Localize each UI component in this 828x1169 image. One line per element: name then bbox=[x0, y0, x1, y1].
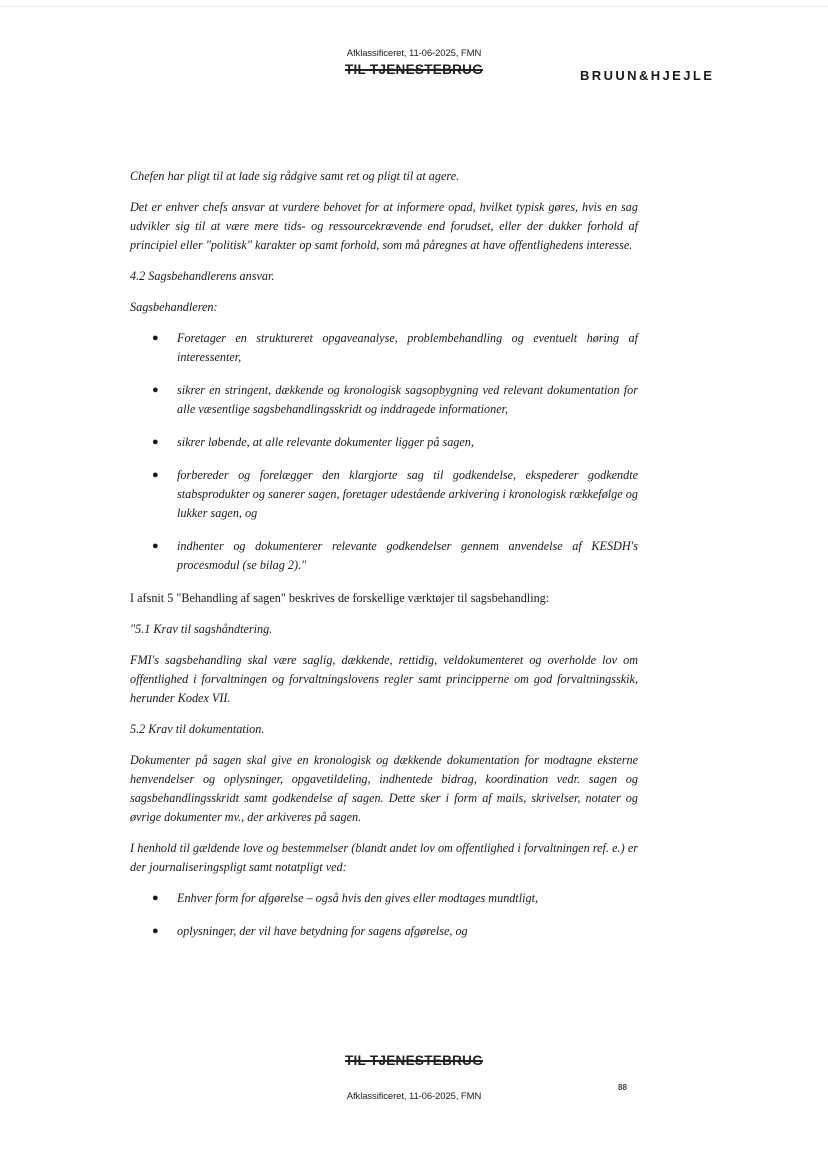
paragraph: I afsnit 5 "Behandling af sagen" beskrives de forskellige værktøjer til sagsbehandling: bbox=[130, 591, 550, 605]
bullet-icon: ● bbox=[152, 469, 159, 481]
list-item: ● indhenter og dokumenterer relevante godkendelser gennem anvendelse af KESDH's procesmodul (se bilag 2)." bbox=[152, 539, 638, 572]
bullet-icon: ● bbox=[152, 892, 159, 904]
list-item: ● Foretager en struktureret opgaveanalyse, problembehandling og eventuelt høring af interessenter, bbox=[152, 331, 638, 364]
section-heading: "5.1 Krav til sagshåndtering. bbox=[130, 622, 273, 636]
list-item: ● Enhver form for afgørelse – også hvis den gives eller modtages mundtligt, bbox=[130, 889, 638, 908]
section-heading: 4.2 Sagsbehandlerens ansvar. bbox=[130, 269, 275, 283]
list-item: ● forbereder og forelægger den klargjorte sag til godkendelse, ekspederer godkendte stabsprodukter og sanerer sagen, foretager udestående arkivering i kronologisk rækkefølge og lukker sagen, og bbox=[152, 468, 638, 520]
scan-edge-line bbox=[0, 6, 828, 7]
list-item: ● sikrer en stringent, dækkende og kronologisk sagsopbygning ved relevant dokumentation for alle væsentlige sagsbehandlingsskridt og inddragede informationer, bbox=[152, 383, 638, 416]
bullet-icon: ● bbox=[152, 384, 159, 396]
declassification-stamp-top: Afklassificeret, 11-06-2025, FMN bbox=[346, 48, 482, 59]
paragraph: FMI's sagsbehandling skal være saglig, dækkende, rettidig, veldokumenteret og overholde lov om offentlighed i forvaltningen og forvaltningslovens regler samt principperne om god forvaltningsskik, herunder Kodex VII. bbox=[130, 653, 638, 705]
document-body bbox=[130, 167, 638, 955]
declassification-stamp-bottom: Afklassificeret, 11-06-2025, FMN bbox=[346, 1091, 482, 1102]
classification-marking-bottom: TIL TJENESTEBRUG bbox=[344, 1053, 484, 1068]
paragraph: I henhold til gældende love og bestemmelser (blandt andet lov om offentlighed i forvaltningen ref. e.) er der journaliseringspligt samt notatpligt ved: bbox=[130, 841, 638, 874]
paragraph: Sagsbehandleren: bbox=[130, 300, 218, 314]
company-logo: BRUUN&HJEJLE bbox=[580, 68, 715, 83]
bullet-icon: ● bbox=[152, 436, 159, 448]
paragraph: Det er enhver chefs ansvar at vurdere behovet for at informere opad, hvilket typisk gøres, hvis en sag udvikler sig til at være mere tids- og ressourcekrævende end forudset, eller der dukker forhold af principiel eller "politisk" karakter op samt forhold, som må påregnes at have offentlighedens interesse. bbox=[130, 200, 638, 252]
bullet-icon: ● bbox=[152, 540, 159, 552]
bullet-list bbox=[130, 329, 638, 575]
page-number: 88 bbox=[618, 1083, 627, 1092]
classification-marking-top: TIL TJENESTEBRUG bbox=[344, 62, 484, 77]
bullet-icon: ● bbox=[152, 925, 159, 937]
bullet-icon: ● bbox=[152, 332, 159, 344]
bullet-list bbox=[130, 889, 638, 941]
list-item: ● oplysninger, der vil have betydning for sagens afgørelse, og bbox=[130, 922, 638, 941]
paragraph: Chefen har pligt til at lade sig rådgive samt ret og pligt til at agere. bbox=[130, 169, 460, 183]
section-heading: 5.2 Krav til dokumentation. bbox=[130, 722, 265, 736]
paragraph: Dokumenter på sagen skal give en kronologisk og dækkende dokumentation for modtagne eksterne henvendelser og oplysninger, opgavetildeling, indhentede bidrag, koordination vedr. sagen og sagsbehandlingsskridt samt godkendelse af sagen. Dette sker i form af mails, skrivelser, notater og øvrige dokumenter mv., der arkiveres på sagen. bbox=[130, 753, 638, 824]
list-item: ● sikrer løbende, at alle relevante dokumenter ligger på sagen, bbox=[130, 433, 638, 452]
